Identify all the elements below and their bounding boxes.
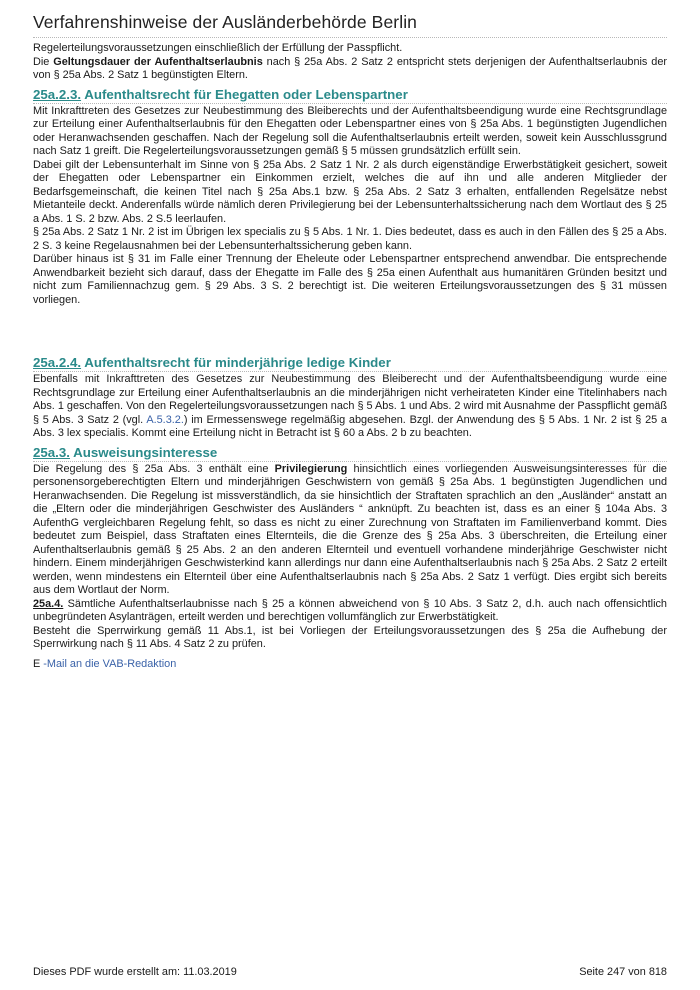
- paragraph: Dabei gilt der Lebensunterhalt im Sinne von § 25a Abs. 2 Satz 1 Nr. 2 als durch eigenständige Erwerbstätigkeit gesichert, soweit der Ehegatten oder Lebenspartner ein Einkommen erzielt, welches die auf ihn und alle anderen Mitglieder der Bedarfsgemeinschaft, die keinen Titel nach § 25a Abs.1 bzw. § 25a Abs. 2 Satz 3 erhalten, entfallenden Regelsätze nebst Mietanteile deckt. Anderenfalls würde nämlich deren Privilegierung bei der Lebensunterhaltssicherung nach dem Wortlaut des § 25 a Abs. 1 S. 2 bzw. Abs. 2 S.5 leerlaufen.: [33, 158, 667, 225]
- paragraph-text: Sämtliche Aufenthaltserlaubnisse nach § 25 a können abweichend von § 10 Abs. 3 Satz 2, d.h. auch nach offensichtlich unbegründeten Asylanträgen, erteilt werden und berechtigen vollumfänglich zur Erwerbstätigkeit.: [33, 597, 667, 623]
- privilege-term: Privilegierung: [274, 462, 348, 475]
- paragraph-text: Ebenfalls mit Inkrafttreten des Gesetzes zur Neubestimmung des Bleiberecht und der Aufenthaltsbeendigung wurde eine Rechtsgrundlage zur Erteilung einer Aufenthaltserlaubnis an die minderjährigen nicht verheirateten Kinder eine Titelinhabers nach Abs. 1 geschaffen. Von den Regelerteilungsvoraussetzungen nach § 5 Abs. 1 und Abs. 2 wird mit Ausnahme der Passpflicht gemäß § 5 Abs. 3 Satz 2 (vgl.: [33, 373, 667, 426]
- section-number-link[interactable]: 25a.2.3.: [33, 86, 82, 102]
- section-number-link[interactable]: 25a.2.4.: [33, 355, 82, 370]
- paragraph-text-rest: ) im Ermessenswege regelmäßig abgesehen. Bzgl. der Anwendung des § 5 Abs. 1 Nr. 2 ist § 25 a Abs. 3 lex specialis. Kommt eine Erteilung nicht in Betracht ist § 60 a Abs. 2 b zu beachten.: [33, 413, 667, 439]
- footer-created-date: Dieses PDF wurde erstellt am: 11.03.2019: [33, 966, 237, 978]
- intro-text-rest: nach § 25a Abs. 2 Satz 2 entspricht stets derjenigen der Aufenthaltserlaubnis der von § 25a Abs. 2 Satz 1 begünstigten Eltern.: [33, 55, 668, 81]
- intro-text: Die: [33, 55, 54, 68]
- section-divider: [33, 103, 667, 104]
- section-title: Aufenthaltsrecht für minderjährige ledige Kinder: [81, 355, 391, 370]
- paragraph: Darüber hinaus ist § 31 im Falle einer Trennung der Eheleute oder Lebenspartner entsprechend anwendbar. Die entsprechende Anwendbarkeit bezieht sich darauf, dass der Ehegatte im Falle des § 25a einen Aufenthalt aus humanitären Gründen besitzt und nicht zum Familiennachzug gem. § 29 Abs. 3 S. 2 berechtigt ist. Die weiteren Erteilungsvoraussetzungen des § 31 müssen vorliegen.: [33, 253, 667, 306]
- paragraph: Mit Inkrafttreten des Gesetzes zur Neubestimmung des Bleiberechts und der Aufenthaltsbeendigung wurde eine Rechtsgrundlage zur Erteilung einer Aufenthaltserlaubnis für den Ehegatten oder Lebenspartner eines von § 25a Abs. 1 begünstigten Jugendlichen oder Heranwachsenden geschaffen. Nach der Regelung soll die Aufenthaltserlaubnis erteilt werden, soweit kein Ausschlussgrund nach Satz 1 greift. Die Regelerteilungsvoraussetzungen gemäß § 5 müssen grundsätzlich erfüllt sein.: [33, 104, 667, 157]
- section-title: Ausweisungsinteresse: [69, 444, 218, 460]
- paragraph: Besteht die Sperrwirkung gemäß 11 Abs.1, ist bei Vorliegen der Erteilungsvoraussetzungen des § 25a die Aufhebung der Sperrwirkung nach § 11 Abs. 4 Satz 2 zu prüfen.: [33, 624, 667, 650]
- header-divider: [33, 37, 667, 38]
- intro-paragraph-2: [33, 56, 667, 83]
- paragraph-text: Die Regelung des § 25a Abs. 3 enthält eine: [33, 462, 275, 475]
- section-number-link[interactable]: 25a.3.: [33, 444, 70, 460]
- document-body: [33, 42, 667, 670]
- validity-term: Geltungsdauer der Aufenthaltserlaubnis: [53, 55, 263, 68]
- paragraph: [33, 373, 667, 441]
- cross-reference-link[interactable]: A.5.3.2.: [146, 413, 184, 426]
- section-heading-25a-2-4: [33, 351, 667, 371]
- spacer: [33, 307, 667, 351]
- mail-prefix: E: [33, 657, 41, 670]
- section-heading-25a-3: [33, 441, 667, 461]
- mail-editorial-link[interactable]: -Mail an die VAB-Redaktion: [40, 657, 177, 670]
- paragraph: § 25a Abs. 2 Satz 1 Nr. 2 ist im Übrigen lex specialis zu § 5 Abs. 1 Nr. 1. Dies bedeutet, dass es auch in den Fällen des § 25 a Abs. 2 S. 3 keine Regelausnahmen bei der Lebensunterhaltssicherung geben kann.: [33, 226, 667, 252]
- section-heading-25a-2-3: [33, 83, 667, 103]
- footer-page-number: Seite 247 von 818: [579, 966, 667, 978]
- section-number-inline: 25a.4.: [33, 597, 64, 610]
- section-title: Aufenthaltsrecht für Ehegatten oder Lebenspartner: [81, 86, 408, 102]
- section-divider: [33, 371, 667, 372]
- section-divider: [33, 461, 667, 462]
- mail-row: [33, 658, 667, 670]
- paragraph: [33, 463, 667, 598]
- paragraph-text-rest: hinsichtlich eines vorliegenden Ausweisungsinteresses für die personensorgeberechtigten Eltern und minderjährigen Geschwistern von gemäß § 25a Abs. 1 begünstigten Jugendlichen und Heranwachsenden. Die Regelung ist missverständlich, da sie hinsichtlich der Straftaten sprachlich an den „Ausländer“ anstatt an die „Eltern oder die minderjährigen Geschwister des Ausländers “ anknüpft. Zu beachten ist, dass es an einer § 104a Abs. 3 AufenthG vergleichbaren Regelung fehlt, so dass es nicht zu einer Zurechnung von Straftaten im Familienverband kommt. Dies bedeutet zum Beispiel, dass Straftaten eines Elternteils, die die Grenze des § 25a Abs. 3 überschreiten, die Erteilung einer Aufenthaltserlaubnis gemäß § 25 Abs. 2 an den anderen Elternteil und eventuell vorhandene minderjährige Geschwister nicht hindern. Einem minderjährigen Geschwisterkind kann allerdings nur dann eine Aufenthaltserlaubnis nach § 25a Abs. 2 Satz 2 erteilt werden, wenn mindestens ein Elternteil über eine Aufenthaltserlaubnis nach § 25a Abs. 2 Satz 1 verfügt. Dies ergibt sich bereits aus dem Wortlaut der Norm.: [33, 462, 667, 596]
- paragraph: [33, 598, 667, 625]
- intro-paragraph-1: Regelerteilungsvoraussetzungen einschließlich der Erfüllung der Passpflicht.: [33, 42, 403, 54]
- page-title: Verfahrenshinweise der Ausländerbehörde Berlin: [33, 12, 418, 32]
